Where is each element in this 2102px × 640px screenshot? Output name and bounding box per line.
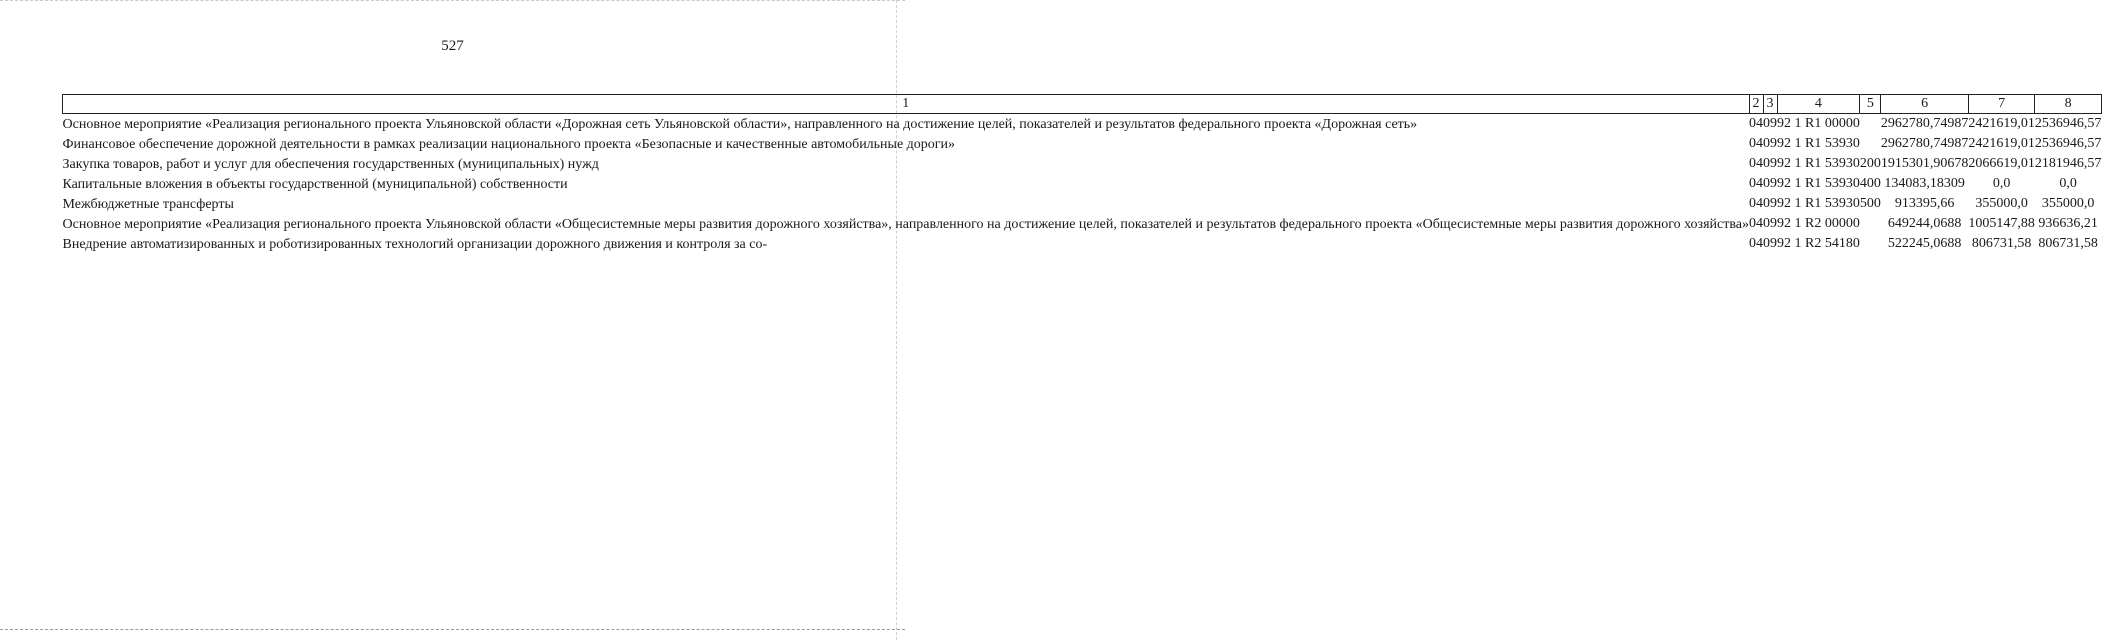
row-amount-7: 2421619,01 xyxy=(1968,116,2035,131)
row-target-code: 92 1 R1 00000 xyxy=(1777,116,1860,131)
row-amount-6: 522245,0688 xyxy=(1887,236,1962,251)
table-row xyxy=(63,134,2102,154)
row-subsection: 09 xyxy=(1763,116,1777,131)
row-section: 04 xyxy=(1749,136,1763,151)
row-target-code: 92 1 R2 00000 xyxy=(1777,216,1860,231)
row-subsection: 09 xyxy=(1763,236,1777,251)
row-subsection: 09 xyxy=(1763,176,1777,191)
row-amount-8: 2536946,57 xyxy=(2034,116,2102,131)
header-col-2: 2 xyxy=(1749,95,1763,114)
budget-table xyxy=(62,94,2102,254)
table-row xyxy=(63,154,2102,174)
row-target-code: 92 1 R1 53930 xyxy=(1777,156,1860,171)
header-col-3: 3 xyxy=(1763,95,1777,114)
row-amount-8: 936636,21 xyxy=(2038,216,2098,231)
page-number: 527 xyxy=(441,38,464,54)
row-name: Основное мероприятие «Реализация регионального проекта Ульяновской области «Общесистемные меры развития дорожного хозяйства», направленного на достижение целей, показателей и результатов федерального проекта «Общесистемные меры развития дорожного хозяйства» xyxy=(62,217,1749,232)
row-expense-type xyxy=(1860,234,1881,254)
row-section: 04 xyxy=(1749,236,1763,251)
row-amount-6: 2962780,74987 xyxy=(1880,116,1969,131)
row-section: 04 xyxy=(1749,116,1763,131)
row-expense-type xyxy=(1860,134,1881,154)
row-name: Финансовое обеспечение дорожной деятельности в рамках реализации национального проекта «Безопасные и качественные автомобильные дороги» xyxy=(62,137,956,152)
row-amount-8: 0,0 xyxy=(2059,176,2077,191)
row-section: 04 xyxy=(1749,196,1763,211)
scan-edge-top xyxy=(0,0,905,7)
header-col-1: 1 xyxy=(63,95,1750,114)
row-name: Межбюджетные трансферты xyxy=(62,197,234,212)
row-target-code: 92 1 R1 53930 xyxy=(1777,176,1860,191)
row-target-code: 92 1 R1 53930 xyxy=(1777,136,1860,151)
table-row xyxy=(63,194,2102,214)
row-amount-7: 355000,0 xyxy=(1975,196,2028,211)
row-expense-type: 200 xyxy=(1859,156,1881,171)
row-amount-6: 1915301,90678 xyxy=(1880,156,1969,171)
row-amount-6: 2962780,74987 xyxy=(1880,136,1969,151)
row-subsection: 09 xyxy=(1763,196,1777,211)
row-amount-8: 355000,0 xyxy=(2041,196,2095,211)
row-amount-7: 0,0 xyxy=(1992,176,2011,191)
header-row xyxy=(63,95,2102,114)
row-amount-6: 913395,66 xyxy=(1894,196,1955,211)
row-expense-type xyxy=(1860,214,1881,234)
header-col-7: 7 xyxy=(1968,95,2035,114)
row-target-code: 92 1 R1 53930 xyxy=(1777,196,1860,211)
row-expense-type: 500 xyxy=(1859,196,1881,211)
header-col-4: 4 xyxy=(1777,95,1860,114)
row-amount-7: 2066619,01 xyxy=(1968,156,2035,171)
scan-edge-bottom xyxy=(0,629,905,634)
header-col-6: 6 xyxy=(1881,95,1969,114)
row-amount-8: 2536946,57 xyxy=(2034,136,2102,151)
table-row xyxy=(63,114,2102,135)
row-expense-type: 400 xyxy=(1859,176,1881,191)
table-row xyxy=(63,214,2102,234)
table-row xyxy=(63,174,2102,194)
row-name: Капитальные вложения в объекты государственной (муниципальной) собственности xyxy=(62,177,568,192)
header-col-5: 5 xyxy=(1860,95,1881,114)
row-amount-8: 2181946,57 xyxy=(2034,156,2102,171)
row-expense-type xyxy=(1860,114,1881,135)
row-section: 04 xyxy=(1749,216,1763,231)
row-name: Внедрение автоматизированных и роботизированных технологий организации дорожного движения и контроля за со- xyxy=(62,237,768,252)
row-name: Основное мероприятие «Реализация регионального проекта Ульяновской области «Дорожная сеть Ульяновской области», направленного на достижение целей, показателей и результатов федерального проекта «Дорожная сеть» xyxy=(62,117,1418,132)
row-amount-6: 649244,0688 xyxy=(1887,216,1962,231)
row-target-code: 92 1 R2 54180 xyxy=(1777,236,1860,251)
header-col-8: 8 xyxy=(2035,95,2102,114)
row-subsection: 09 xyxy=(1763,136,1777,151)
row-subsection: 09 xyxy=(1763,216,1777,231)
row-subsection: 09 xyxy=(1763,156,1777,171)
row-amount-6: 134083,18309 xyxy=(1884,176,1965,191)
row-amount-7: 806731,58 xyxy=(1971,236,2032,251)
row-section: 04 xyxy=(1749,156,1763,171)
row-name: Закупка товаров, работ и услуг для обеспечения государственных (муниципальных) нужд xyxy=(62,157,599,172)
row-section: 04 xyxy=(1749,176,1763,191)
row-amount-7: 2421619,01 xyxy=(1968,136,2035,151)
row-amount-7: 1005147,88 xyxy=(1968,216,2035,231)
row-amount-8: 806731,58 xyxy=(2038,236,2098,251)
table-row xyxy=(63,234,2102,254)
